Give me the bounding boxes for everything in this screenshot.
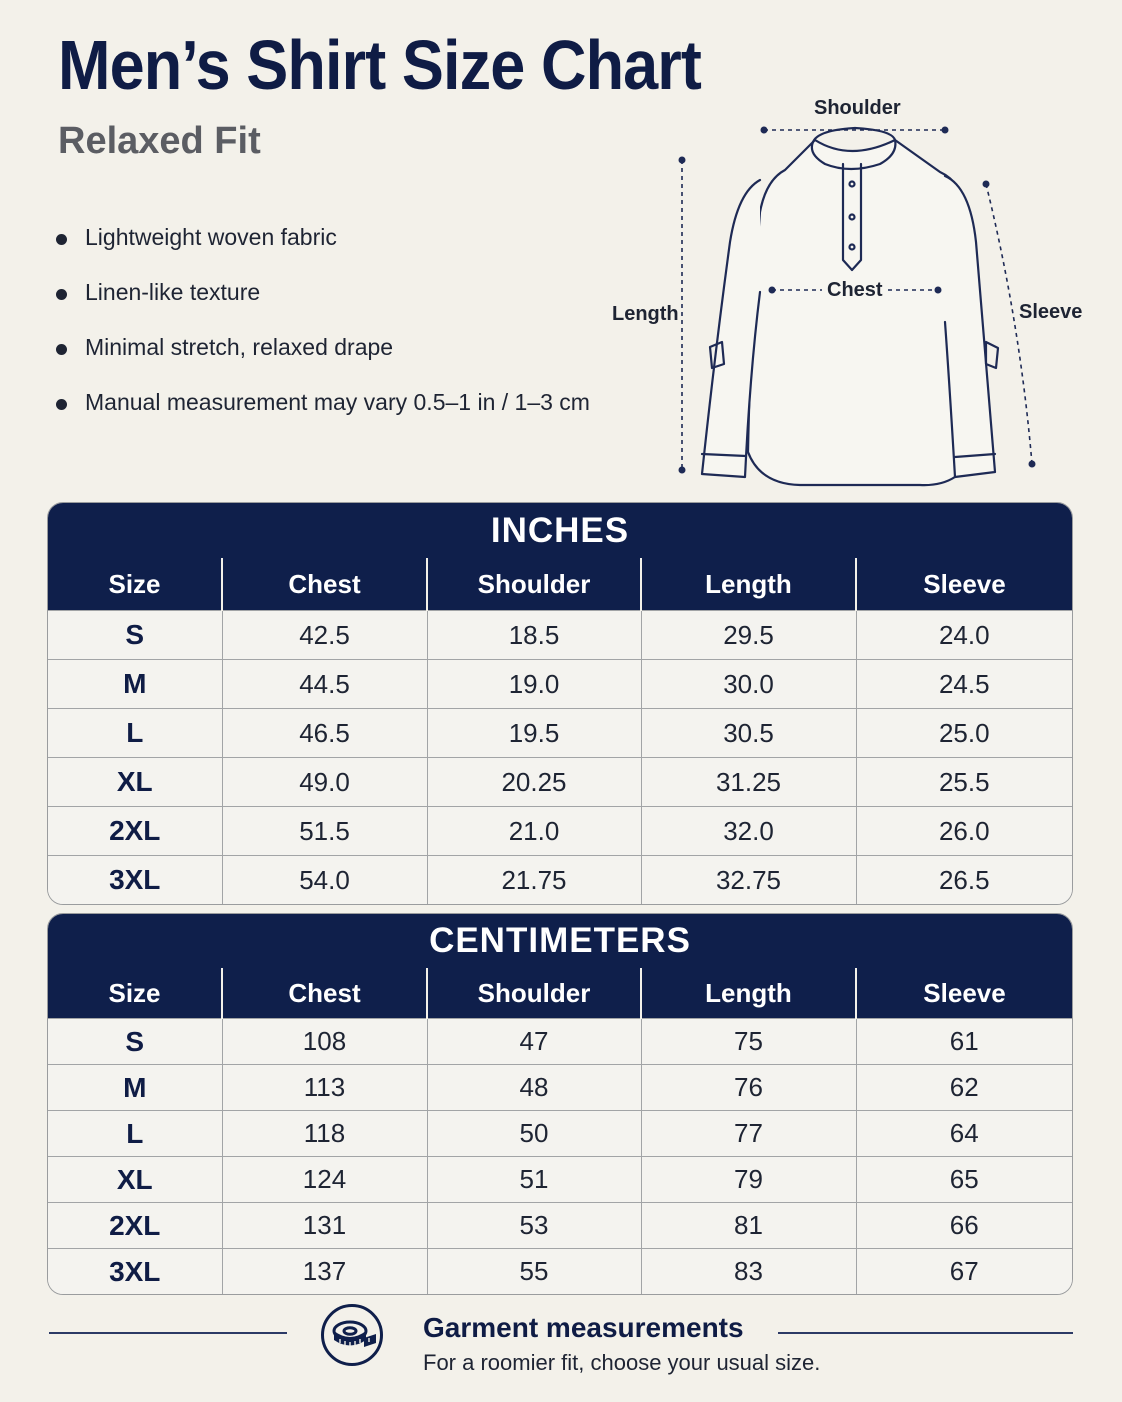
- size-cell: 2XL: [48, 807, 222, 856]
- sleeve-cell: 66: [856, 1203, 1072, 1249]
- chest-cell: 108: [222, 1019, 427, 1065]
- length-cell: 76: [641, 1065, 856, 1111]
- feature-text: Lightweight woven fabric: [85, 224, 337, 250]
- shoulder-cell: 19.5: [427, 709, 641, 758]
- shoulder-cell: 20.25: [427, 758, 641, 807]
- chest-label: Chest: [827, 279, 883, 301]
- chest-cell: 137: [222, 1249, 427, 1295]
- feature-list: [54, 224, 590, 444]
- inches-table: [47, 502, 1073, 905]
- footer-divider-right: [778, 1332, 1073, 1334]
- sleeve-cell: 65: [856, 1157, 1072, 1203]
- length-cell: 32.75: [641, 856, 856, 905]
- length-cell: 75: [641, 1019, 856, 1065]
- sleeve-cell: 24.0: [856, 611, 1072, 660]
- chest-cell: 118: [222, 1111, 427, 1157]
- feature-item: [54, 389, 590, 444]
- shoulder-cell: 48: [427, 1065, 641, 1111]
- chest-cell: 42.5: [222, 611, 427, 660]
- size-cell: S: [48, 611, 222, 660]
- bullet-icon: [56, 289, 67, 300]
- table-row: [48, 709, 1072, 758]
- table-row: [48, 1249, 1072, 1295]
- sleeve-cell: 67: [856, 1249, 1072, 1295]
- table-row: [48, 1019, 1072, 1065]
- feature-item: [54, 224, 590, 279]
- chest-cell: 46.5: [222, 709, 427, 758]
- inches-banner: INCHES: [48, 503, 1072, 558]
- sleeve-cell: 62: [856, 1065, 1072, 1111]
- length-cell: 30.0: [641, 660, 856, 709]
- header-row: [48, 968, 1072, 1019]
- length-cell: 32.0: [641, 807, 856, 856]
- table-row: [48, 660, 1072, 709]
- col-sleeve: Sleeve: [856, 558, 1072, 611]
- bullet-icon: [56, 399, 67, 410]
- feature-item: [54, 279, 590, 334]
- length-cell: 30.5: [641, 709, 856, 758]
- chest-cell: 51.5: [222, 807, 427, 856]
- shoulder-cell: 18.5: [427, 611, 641, 660]
- sleeve-cell: 26.5: [856, 856, 1072, 905]
- sleeve-cell: 25.5: [856, 758, 1072, 807]
- sleeve-cell: 25.0: [856, 709, 1072, 758]
- feature-text: Manual measurement may vary 0.5–1 in / 1–3 cm: [85, 389, 590, 415]
- table-row: [48, 807, 1072, 856]
- size-cell: M: [48, 1065, 222, 1111]
- size-cell: L: [48, 1111, 222, 1157]
- shoulder-cell: 51: [427, 1157, 641, 1203]
- shoulder-cell: 21.0: [427, 807, 641, 856]
- col-size: Size: [48, 558, 222, 611]
- chest-cell: 44.5: [222, 660, 427, 709]
- page-subtitle: Relaxed Fit: [58, 120, 261, 162]
- size-cell: S: [48, 1019, 222, 1065]
- col-length: Length: [641, 558, 856, 611]
- col-shoulder: Shoulder: [427, 968, 641, 1019]
- length-label: Length: [612, 303, 679, 325]
- shoulder-cell: 19.0: [427, 660, 641, 709]
- size-cell: M: [48, 660, 222, 709]
- col-size: Size: [48, 968, 222, 1019]
- feature-text: Minimal stretch, relaxed drape: [85, 334, 394, 360]
- length-cell: 83: [641, 1249, 856, 1295]
- table-row: [48, 1203, 1072, 1249]
- table-row: [48, 856, 1072, 905]
- table-row: [48, 1157, 1072, 1203]
- size-cell: XL: [48, 1157, 222, 1203]
- sleeve-cell: 24.5: [856, 660, 1072, 709]
- size-cell: 3XL: [48, 856, 222, 905]
- size-cell: L: [48, 709, 222, 758]
- chest-cell: 49.0: [222, 758, 427, 807]
- page-title: Men’s Shirt Size Chart: [58, 26, 701, 104]
- footer-note: For a roomier fit, choose your usual size.: [423, 1350, 821, 1375]
- size-cell: XL: [48, 758, 222, 807]
- size-cell: 2XL: [48, 1203, 222, 1249]
- shoulder-cell: 47: [427, 1019, 641, 1065]
- table-row: [48, 1065, 1072, 1111]
- measuring-tape-icon: [321, 1304, 383, 1366]
- col-chest: Chest: [222, 558, 427, 611]
- sleeve-cell: 61: [856, 1019, 1072, 1065]
- length-cell: 29.5: [641, 611, 856, 660]
- chest-cell: 54.0: [222, 856, 427, 905]
- feature-item: [54, 334, 590, 389]
- footer-title: Garment measurements: [423, 1312, 744, 1343]
- centimeters-grid: [48, 968, 1072, 1294]
- centimeters-banner: CENTIMETERS: [48, 914, 1072, 968]
- header-row: [48, 558, 1072, 611]
- bullet-icon: [56, 234, 67, 245]
- length-cell: 31.25: [641, 758, 856, 807]
- sleeve-cell: 26.0: [856, 807, 1072, 856]
- table-row: [48, 758, 1072, 807]
- chest-cell: 131: [222, 1203, 427, 1249]
- col-sleeve: Sleeve: [856, 968, 1072, 1019]
- shoulder-label: Shoulder: [814, 97, 901, 119]
- sleeve-cell: 64: [856, 1111, 1072, 1157]
- col-length: Length: [641, 968, 856, 1019]
- shoulder-cell: 53: [427, 1203, 641, 1249]
- col-chest: Chest: [222, 968, 427, 1019]
- shoulder-cell: 21.75: [427, 856, 641, 905]
- size-cell: 3XL: [48, 1249, 222, 1295]
- sleeve-label: Sleeve: [1019, 301, 1083, 323]
- length-cell: 77: [641, 1111, 856, 1157]
- bullet-icon: [56, 344, 67, 355]
- shoulder-cell: 55: [427, 1249, 641, 1295]
- feature-text: Linen-like texture: [85, 279, 261, 305]
- footer-divider-left: [49, 1332, 287, 1334]
- length-cell: 79: [641, 1157, 856, 1203]
- chest-cell: 113: [222, 1065, 427, 1111]
- table-row: [48, 611, 1072, 660]
- length-cell: 81: [641, 1203, 856, 1249]
- inches-grid: [48, 558, 1072, 904]
- col-shoulder: Shoulder: [427, 558, 641, 611]
- table-row: [48, 1111, 1072, 1157]
- centimeters-table: [47, 913, 1073, 1295]
- chest-cell: 124: [222, 1157, 427, 1203]
- shoulder-cell: 50: [427, 1111, 641, 1157]
